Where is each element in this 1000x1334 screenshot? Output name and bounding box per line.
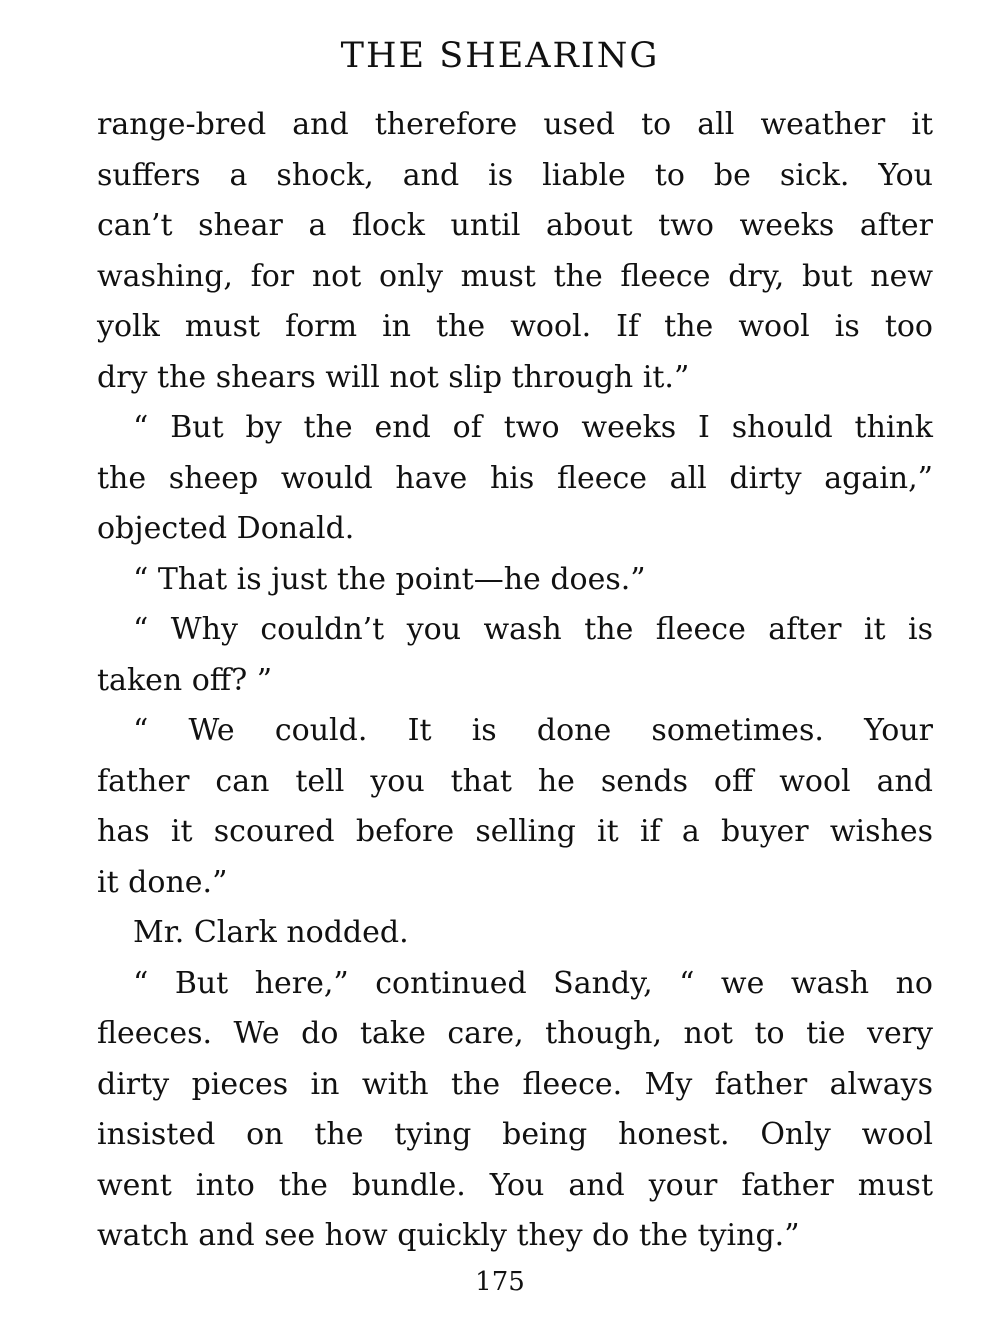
body-text: [97, 100, 933, 1262]
text-line: “ But by the end of two weeks I should think: [133, 410, 933, 445]
text-line: watch and see how quickly they do the tying.”: [97, 1218, 800, 1253]
text-line: taken off? ”: [97, 662, 273, 698]
text-line: “ But here,” continued Sandy, “ we wash no: [133, 965, 933, 1001]
text-line: “ That is just the point—he does.”: [133, 561, 646, 597]
text-line: insisted on the tying being honest. Only wool: [97, 1117, 933, 1152]
page-number: 175: [475, 1267, 525, 1297]
text-line: Mr. Clark nodded.: [133, 915, 409, 950]
text-line: can’t shear a flock until about two weeks after: [97, 208, 933, 243]
running-title: THE SHEARING: [340, 36, 660, 76]
text-line: washing, for not only must the fleece dry, but new: [97, 258, 933, 294]
text-line: suffers a shock, and is liable to be sick. You: [97, 157, 933, 193]
text-line: fleeces. We do take care, though, not to tie very: [97, 1016, 933, 1051]
text-line: range-bred and therefore used to all weather it: [97, 107, 933, 142]
text-line: went into the bundle. You and your father must: [97, 1167, 933, 1203]
text-line: has it scoured before selling it if a buyer wishes: [97, 814, 933, 849]
text-line: yolk must form in the wool. If the wool is too: [97, 309, 933, 344]
text-line: objected Donald.: [97, 511, 355, 546]
text-line: dirty pieces in with the fleece. My father always: [97, 1066, 933, 1102]
text-line: the sheep would have his fleece all dirty again,”: [97, 460, 933, 496]
text-line: “ Why couldn’t you wash the fleece after it is: [133, 612, 933, 647]
text-line: dry the shears will not slip through it.”: [97, 359, 690, 395]
text-line: it done.”: [97, 864, 228, 900]
text-line: “ We could. It is done sometimes. Your: [133, 713, 933, 748]
text-line: father can tell you that he sends off wool and: [97, 763, 933, 799]
